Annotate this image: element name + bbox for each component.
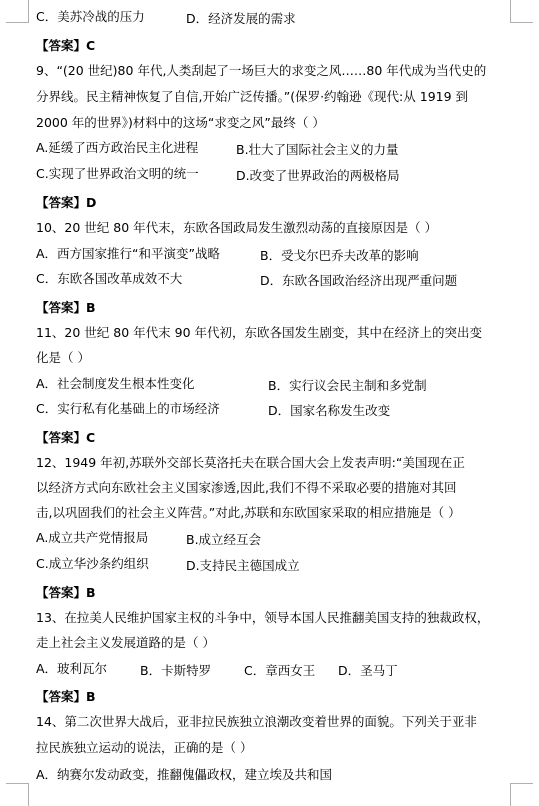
q13-text-2: 走上社会主义发展道路的是（ ）: [36, 635, 215, 650]
option-c-prev: C．美苏冷战的压力: [36, 9, 145, 24]
crop-mark-bottom-right: [510, 783, 533, 806]
q14-text-1: 14、第二次世界大战后，亚非拉民族独立浪潮改变着世界的面貌。下列关于亚非: [36, 714, 477, 729]
q14-option-a: A．纳赛尔发动政变，推翻傀儡政权，建立埃及共和国: [36, 767, 333, 782]
q11-answer: 【答案】C: [36, 430, 96, 445]
q11-option-c: C．实行私有化基础上的市场经济: [36, 401, 220, 416]
option-d-prev: D．经济发展的需求: [186, 11, 296, 26]
q13-text-1: 13、在拉美人民维护国家主权的斗争中，领导本国人民推翻美国支持的独裁政权，: [36, 610, 490, 625]
q11-option-b: B．实行议会民主制和多党制: [268, 378, 427, 393]
crop-mark-top-right: [510, 0, 533, 23]
q10-option-b: B．受戈尔巴乔夫改革的影响: [260, 248, 419, 263]
q9-option-a: A.延缓了西方政治民主化进程: [36, 140, 199, 155]
q11-option-d: D．国家名称发生改变: [268, 403, 391, 418]
q9-option-b: B.壮大了国际社会主义的力量: [236, 142, 399, 157]
q12-text-1: 12、1949 年初,苏联外交部长莫洛托夫在联合国大会上发表声明:“美国现在正: [36, 455, 465, 470]
q13-answer: 【答案】B: [36, 689, 96, 704]
q12-text-3: 击,以巩固我们的社会主义阵营。”对此,苏联和东欧国家采取的相应措施是（ ）: [36, 505, 461, 520]
crop-mark-bottom-left: [6, 783, 29, 806]
q12-option-b: B.成立经互会: [186, 532, 262, 547]
q9-text-2: 分界线。民主精神恢复了自信,开始广泛传播。”(保罗·约翰逊《现代:从 1919 到: [36, 89, 469, 104]
q13-option-a: A．玻利瓦尔: [36, 661, 108, 676]
q11-option-a: A．社会制度发生根本性变化: [36, 376, 195, 391]
q14-text-2: 拉民族独立运动的说法，正确的是（ ）: [36, 740, 253, 755]
q12-option-a: A.成立共产党情报局: [36, 530, 149, 545]
q10-option-c: C．东欧各国改革成效不大: [36, 271, 183, 286]
q10-option-a: A．西方国家推行“和平演变”战略: [36, 246, 221, 261]
q9-text-3: 2000 年的世界》)材料中的这场“求变之风”最终（ ）: [36, 115, 325, 130]
q12-answer: 【答案】B: [36, 585, 96, 600]
q9-answer: 【答案】D: [36, 195, 97, 210]
q9-option-c: C.实现了世界政治文明的统一: [36, 166, 199, 181]
q10-text: 10、20 世纪 80 年代末，东欧各国政局发生激烈动荡的直接原因是（ ）: [36, 220, 438, 235]
q12-text-2: 以经济方式向东欧社会主义国家渗透,因此,我们不得不采取必要的措施对其回: [36, 480, 457, 495]
crop-mark-top-left: [6, 0, 29, 23]
q10-answer: 【答案】B: [36, 300, 96, 315]
answer-prev: 【答案】C: [36, 38, 96, 53]
q13-option-b: B．卡斯特罗: [140, 663, 212, 678]
q11-text-2: 化是（ ）: [36, 350, 90, 365]
q9-text-1: 9、“(20 世纪)80 年代,人类刮起了一场巨大的求变之风……80 年代成为当代史的: [36, 63, 487, 78]
q12-option-d: D.支持民主德国成立: [186, 558, 300, 573]
q13-option-d: D．圣马丁: [338, 663, 398, 678]
q11-text-1: 11、20 世纪 80 年代末 90 年代初，东欧各国发生剧变，其中在经济上的突出变: [36, 325, 482, 340]
q12-option-c: C.成立华沙条约组织: [36, 556, 149, 571]
q10-option-d: D．东欧各国政治经济出现严重问题: [260, 273, 458, 288]
q9-option-d: D.改变了世界政治的两极格局: [236, 168, 400, 183]
q13-option-c: C．章西女王: [244, 663, 316, 678]
